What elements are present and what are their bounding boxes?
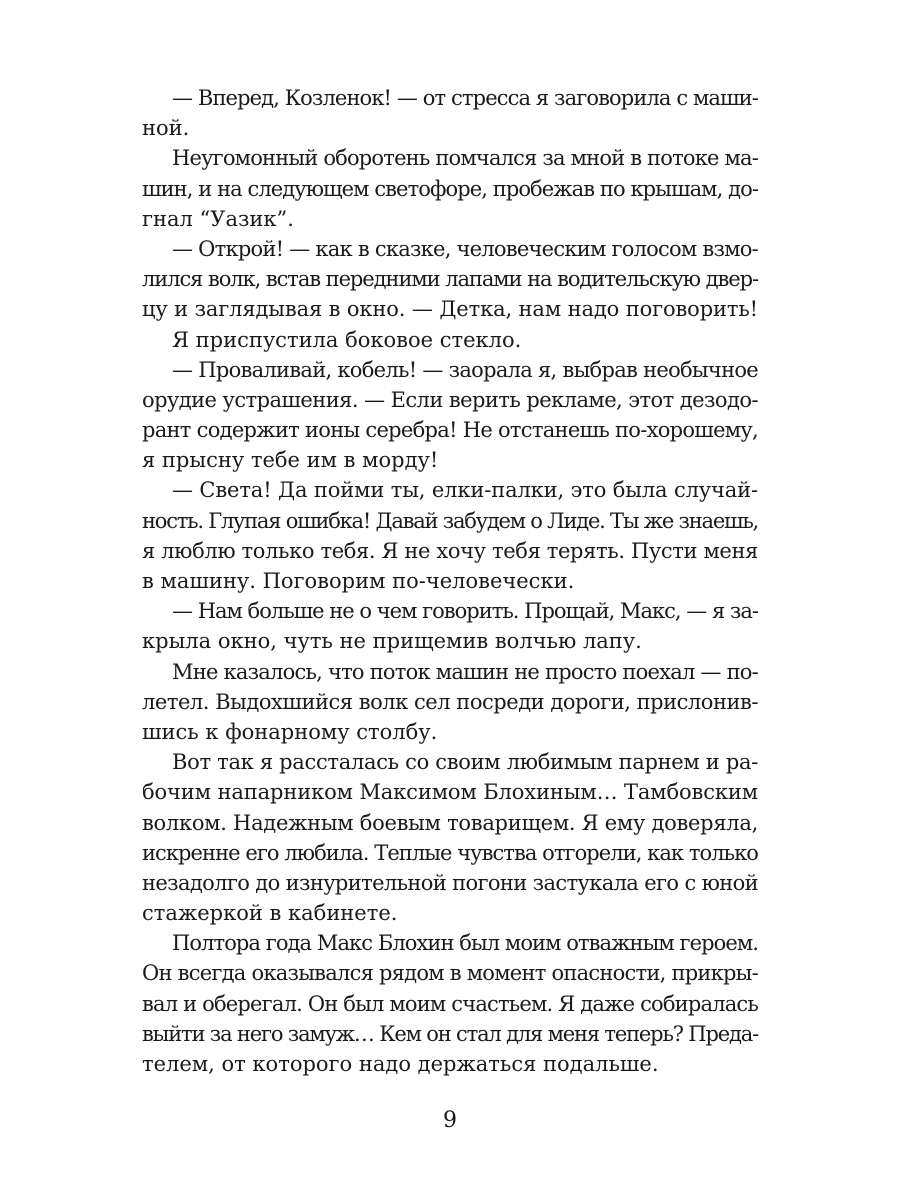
- text-line: в машину. Поговорим по-человечески.: [142, 569, 575, 593]
- text-line: — Вперед, Козленок! — от стресса я заговорила с маши-: [172, 86, 758, 110]
- text-line: вал и оберегал. Он был моим счастьем. Я даже собиралась: [142, 991, 758, 1016]
- text-line: ность. Глупая ошибка! Давай забудем о Лиде. Ты же знаешь,: [142, 508, 758, 533]
- text-line: Он всегда оказывался рядом в момент опасности, прикры-: [142, 961, 758, 986]
- text-line: я люблю только тебя. Я не хочу тебя терять. Пусти меня: [142, 538, 758, 563]
- text-line: выйти за него замуж… Кем он стал для меня теперь? Преда-: [142, 1021, 758, 1046]
- text-line: летел. Выдохшийся волк сел посреди дороги, прислонив-: [142, 689, 758, 714]
- text-line: — Света! Да пойми ты, елки-палки, это была случай-: [172, 478, 758, 503]
- text-line: цу и заглядывая в окно. — Детка, нам надо поговорить!: [142, 297, 758, 322]
- text-line: ной.: [142, 116, 190, 141]
- text-line: Мне казалось, что поток машин не просто поехал — по-: [172, 659, 758, 684]
- text-line: стажеркой в кабинете.: [142, 901, 398, 926]
- text-line: — Нам больше не о чем говорить. Прощай, Макс, — я за-: [172, 599, 758, 624]
- text-line: рант содержит ионы серебра! Не отстанешь по-хорошему,: [142, 418, 758, 443]
- text-line: волком. Надежным боевым товарищем. Я ему доверяла,: [142, 810, 758, 835]
- text-line: незадолго до изнурительной погони застукала его с юной: [142, 870, 758, 895]
- text-line: крыла окно, чуть не прищемив волчью лапу.: [142, 629, 642, 654]
- text-line: бочим напарником Максимом Блохиным… Тамбовским: [142, 780, 758, 805]
- text-line: лился волк, встав передними лапами на водительскую двер-: [142, 267, 758, 292]
- text-line: — Проваливай, кобель! — заорала я, выбрав необычное: [172, 357, 758, 382]
- text-line: искренне его любила. Теплые чувства отгорели, как только: [142, 840, 758, 865]
- text-line: шись к фонарному столбу.: [142, 719, 438, 744]
- text-line: — Открой! — как в сказке, человеческим голосом взмо-: [172, 236, 758, 261]
- page-number: 9: [443, 1108, 457, 1133]
- text-line: Вот так я рассталась со своим любимым парнем и ра-: [172, 750, 758, 775]
- text-line: гнал “Уазик”.: [142, 206, 294, 231]
- text-line: орудие устрашения. — Если верить рекламе, этот дезодо-: [142, 387, 758, 412]
- text-line: Я приспустила боковое стекло.: [172, 327, 522, 352]
- text-line: Неугомонный оборотень помчался за мной в потоке ма-: [172, 146, 758, 171]
- text-line: телем, от которого надо держаться подальше.: [142, 1052, 659, 1076]
- text-line: шин, и на следующем светофоре, пробежав по крышам, до-: [142, 176, 758, 201]
- text-line: Полтора года Макс Блохин был моим отважным героем.: [172, 931, 758, 956]
- text-line: я прысну тебе им в морду!: [142, 448, 439, 473]
- body-text: [142, 83, 758, 1079]
